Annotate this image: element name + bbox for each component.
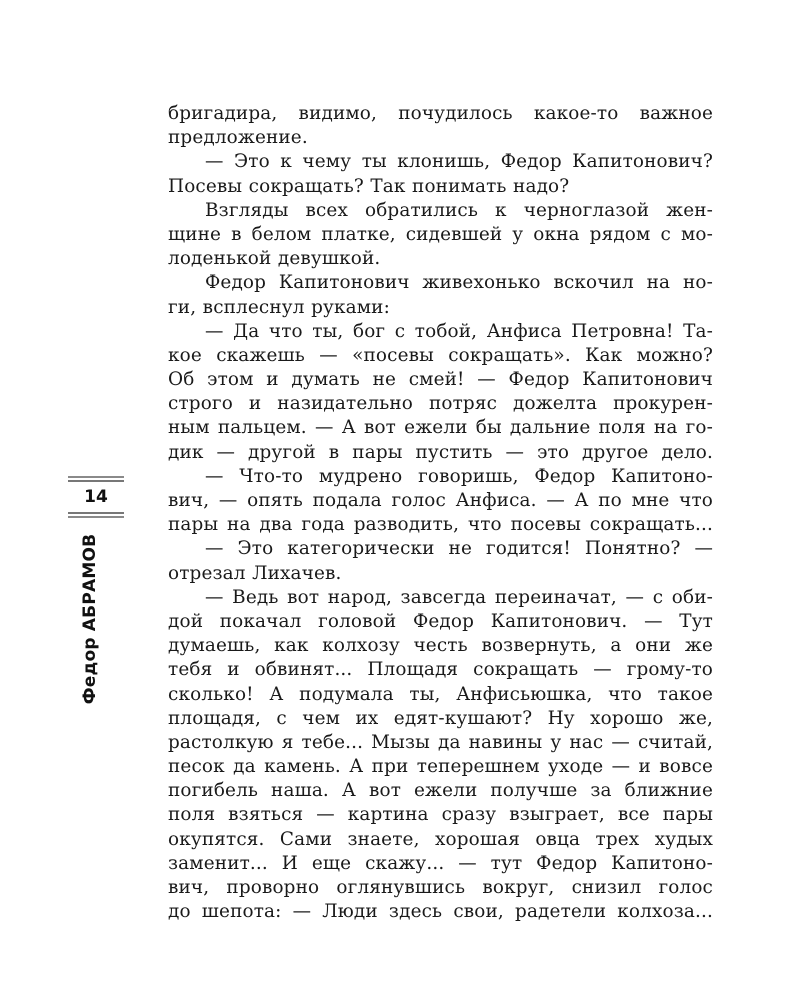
text-line: Посевы сокращать? Так понимать надо? bbox=[168, 175, 570, 197]
text-line: бригадира, видимо, почудилось какое-то важное bbox=[168, 103, 713, 124]
body-text bbox=[168, 102, 713, 924]
text-line: думаешь, как колхозу честь возвернуть, а они же bbox=[168, 635, 713, 657]
text-line: поля взяться — картина сразу взыграет, все пары bbox=[168, 804, 713, 826]
text-line: Федор Капитонович живехонько вскочил на но- bbox=[205, 272, 713, 294]
text-line: — Да что ты, бог с тобой, Анфиса Петровна! Та- bbox=[205, 320, 713, 342]
text-line: лоденькой девушкой. bbox=[168, 248, 381, 270]
text-line: заменит... И еще скажу... — тут Федор Капитоно- bbox=[168, 852, 713, 874]
text-line: — Ведь вот народ, завсегда переиначат, — с оби- bbox=[205, 586, 713, 608]
text-line: предложение. bbox=[168, 127, 308, 149]
text-line: пары на два года разводить, что посевы сокращать... bbox=[168, 514, 713, 536]
text-line: растолкую я тебе... Мызы да навины у нас — считай, bbox=[168, 731, 713, 753]
page-number-block bbox=[68, 476, 124, 520]
rule-line bbox=[68, 516, 124, 518]
text-line: дик — другой в пары пустить — это другое дело. bbox=[168, 441, 713, 463]
text-line: погибель наша. А вот ежели получше за ближние bbox=[168, 780, 713, 802]
text-line: сколько! А подумала ты, Анфисьюшка, что такое bbox=[168, 683, 713, 705]
text-line: ги, всплеснул руками: bbox=[168, 296, 390, 318]
rule-line bbox=[68, 476, 124, 478]
rule-line bbox=[68, 480, 124, 482]
text-line: Об этом и думать не смей! — Федор Капитонович bbox=[168, 369, 713, 391]
text-line: площадя, с чем их едят-кушают? Ну хорошо же, bbox=[168, 707, 713, 729]
text-line: кое скажешь — «посевы сокращать». Как можно? bbox=[168, 344, 713, 366]
page-number: 14 bbox=[84, 487, 108, 507]
text-line: окупятся. Сами знаете, хорошая овца трех худых bbox=[168, 828, 713, 850]
text-line: — Это к чему ты клонишь, Федор Капитонович? bbox=[205, 151, 713, 173]
text-line: Взгляды всех обратились к черноглазой жен- bbox=[205, 199, 713, 221]
text-line: щине в белом платке, сидевшей у окна рядом с мо- bbox=[168, 223, 713, 245]
text-line: — Что-то мудрено говоришь, Федор Капитоно- bbox=[205, 465, 713, 487]
text-line: вич, — опять подала голос Анфиса. — А по мне что bbox=[168, 490, 713, 511]
text-line: отрезал Лихачев. bbox=[168, 562, 342, 584]
text-line: — Это категорически не годится! Понятно? — bbox=[205, 538, 713, 560]
text-line: песок да камень. А при теперешнем уходе — и вовсе bbox=[168, 756, 713, 778]
rule-line bbox=[68, 512, 124, 514]
text-line: ным пальцем. — А вот ежели бы дальние поля на го- bbox=[168, 417, 713, 439]
author-name: Федор АБРАМОВ bbox=[80, 533, 100, 705]
text-line: до шепота: — Люди здесь свои, радетели колхоза... bbox=[168, 901, 713, 923]
text-line: дой покачал головой Федор Капитонович. — Тут bbox=[168, 610, 713, 632]
text-line: вич, проворно оглянувшись вокруг, снизил голос bbox=[168, 877, 713, 898]
top-rules bbox=[68, 476, 124, 482]
text-line: строго и назидательно потряс дожелта прокурен- bbox=[168, 393, 713, 415]
bottom-rules bbox=[68, 512, 124, 518]
running-head-author bbox=[60, 533, 120, 705]
text-line: тебя и обвинят... Площадя сокращать — грому-то bbox=[168, 659, 713, 681]
